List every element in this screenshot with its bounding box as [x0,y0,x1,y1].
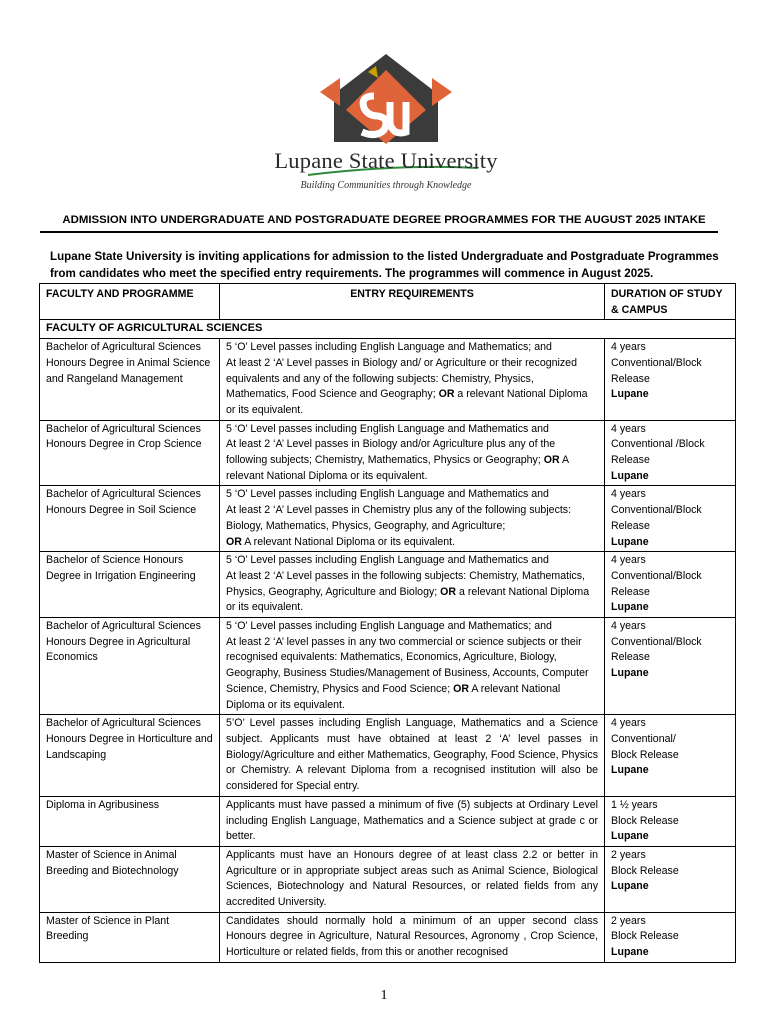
campus-name: Lupane [611,830,649,843]
programme-name: Diploma in Agribusiness [40,796,220,846]
requirements-or: OR [543,454,560,467]
entry-requirements [220,912,605,962]
requirements-alternative: A relevant National Diploma or its equivalent. [241,535,456,548]
requirements-alternative: a relevant National Diploma or its equivalent. [226,388,588,416]
entry-requirements [220,552,605,618]
duration-campus [605,846,736,912]
requirements-text: 5 ‘O’ Level passes including English Language and Mathematics and At least 2 ‘A’ Level passes in the following subjects: Chemistry, Mathematics, Physics, Geography, Agriculture and Biology; [226,554,585,598]
duration-campus [605,715,736,797]
campus-name: Lupane [611,469,649,482]
duration-text: 4 years Conventional/ Block Release [611,717,679,761]
table-header-row [40,284,736,320]
university-logo [248,52,524,194]
document-title: ADMISSION INTO UNDERGRADUATE AND POSTGRADUATE DEGREE PROGRAMMES FOR THE AUGUST 2025 INTAKE [62,214,706,226]
faculty-row [40,320,736,339]
campus-name: Lupane [611,601,649,614]
duration-text: 1 ½ years Block Release [611,798,679,827]
table-row [40,420,736,486]
duration-text: 4 years Conventional/Block Release [611,554,702,598]
table-row [40,846,736,912]
programme-name: Master of Science in Animal Breeding and Biotechnology [40,846,220,912]
requirements-alternative: a relevant National Diploma or its equivalent. [226,585,590,614]
requirements-text: 5 ‘O’ Level passes including English Language and Mathematics and At least 2 ‘A’ Level passes in Chemistry plus any of the following subjects: Biology, Mathematics, Physics, Geography, and Agriculture; [226,488,572,532]
programme-name: Bachelor of Agricultural Sciences Honours Degree in Agricultural Economics [40,618,220,715]
entry-requirements [220,796,605,846]
requirements-text: 5’O’ Level passes including English Language, Mathematics and a Science subject. Applicants must have obtained at least 2 ‘A’ level passes in Biology/Agriculture and either Mathematics, Geography, Food Science, Physics or Chemistry. A relevant Diploma from a recognised institution will also be considered for Special entry. [226,717,598,793]
programme-name: Bachelor of Agricultural Sciences Honours Degree in Animal Science and Rangeland Management [40,339,220,421]
title-underline [40,231,718,233]
requirements-or: OR [453,682,469,695]
duration-campus [605,486,736,552]
requirements-text: Applicants must have passed a minimum of five (5) subjects at Ordinary Level including English Language, Mathematics and a Science subject at grade c or better. [226,798,598,843]
duration-text: 4 years Conventional /Block Release [611,422,705,467]
table-row [40,552,736,618]
entry-requirements [220,846,605,912]
requirements-or: OR [440,585,457,598]
duration-campus [605,912,736,962]
duration-text: 4 years Conventional/Block Release [611,488,702,532]
campus-name: Lupane [611,764,649,777]
campus-name: Lupane [611,880,649,893]
table-row [40,912,736,962]
duration-campus [605,552,736,618]
requirements-or: OR [438,388,455,401]
requirements-alternative: A relevant National Diploma or its equivalent. [226,682,561,711]
campus-name: Lupane [611,535,649,548]
entry-requirements [220,420,605,486]
table-row [40,715,736,797]
requirements-or: OR [226,535,242,548]
duration-campus [605,420,736,486]
requirements-text: 5 ‘O’ Level passes including English Language and Mathematics; and At least 2 ‘A’ Level passes in Biology and/ or Agriculture or their recognized equivalents and any of the following subjects: Chemistry, Physics, Mathematics, Food Science and Geography; [226,341,577,401]
page-number: 1 [380,988,388,1003]
table-row [40,618,736,715]
requirements-alternative: A relevant National Diploma or its equivalent. [226,454,569,482]
programme-name: Bachelor of Agricultural Sciences Honours Degree in Crop Science [40,420,220,486]
programme-name: Bachelor of Agricultural Sciences Honours Degree in Soil Science [40,486,220,552]
requirements-text: 5 ‘O’ Level passes including English Language and Mathematics and At least 2 ‘A’ Level passes in Biology and/or Agriculture plus any of the following subjects; Chemistry, Mathematics, Physics or Geography; [226,422,556,467]
table-row [40,796,736,846]
table-row [40,486,736,552]
entry-requirements [220,715,605,797]
requirements-text: Candidates should normally hold a minimum of an upper second class Honours degree in Agriculture, Natural Resources, Agronomy , Crop Science, Horticulture or related fields, from this or another recognised [226,914,598,959]
entry-requirements [220,618,605,715]
programme-name: Bachelor of Science Honours Degree in Irrigation Engineering [40,552,220,618]
duration-text: 2 years Block Release [611,848,679,877]
campus-name: Lupane [611,388,649,401]
university-tagline: Building Communities through Knowledge [300,180,472,191]
table-row [40,339,736,421]
university-name: Lupane State University [274,148,498,173]
duration-campus [605,796,736,846]
duration-text: 2 years Block Release [611,914,679,943]
programmes-table [39,283,736,963]
duration-campus [605,339,736,421]
duration-campus [605,618,736,715]
header-faculty-programme: FACULTY AND PROGRAMME [40,284,220,320]
entry-requirements [220,486,605,552]
campus-name: Lupane [611,667,649,680]
requirements-text: 5 ‘O’ Level passes including English Language and Mathematics; and At least 2 ‘A’ level passes in any two commercial or science subjects or their recognised equivalents: Mathematics, Economics, Agriculture, Biology, Geography, Business Studies/Management of Business, Accounts, Computer Science, Chemistry, Physics and Food Science; [226,620,589,695]
header-entry-requirements: ENTRY REQUIREMENTS [220,284,605,320]
header-duration-campus: DURATION OF STUDY & CAMPUS [605,284,736,320]
duration-text: 4 years Conventional/Block Release [611,620,702,664]
faculty-name: FACULTY OF AGRICULTURAL SCIENCES [40,320,736,339]
programme-name: Bachelor of Agricultural Sciences Honours Degree in Horticulture and Landscaping [40,715,220,797]
campus-name: Lupane [611,946,649,959]
requirements-text: Applicants must have an Honours degree of at least class 2.2 or better in Agriculture or in appropriate subject areas such as Animal Science, Biological Sciences, Biotechnology and Natural Resources, or related fields from any accredited University. [226,848,598,909]
intro-paragraph: Lupane State University is inviting applications for admission to the listed Undergraduate and Postgraduate Programmes from candidates who meet the specified entry requirements. The programmes will commence in August 2025. [50,250,719,280]
programme-name: Master of Science in Plant Breeding [40,912,220,962]
entry-requirements [220,339,605,421]
duration-text: 4 years Conventional/Block Release [611,341,702,385]
